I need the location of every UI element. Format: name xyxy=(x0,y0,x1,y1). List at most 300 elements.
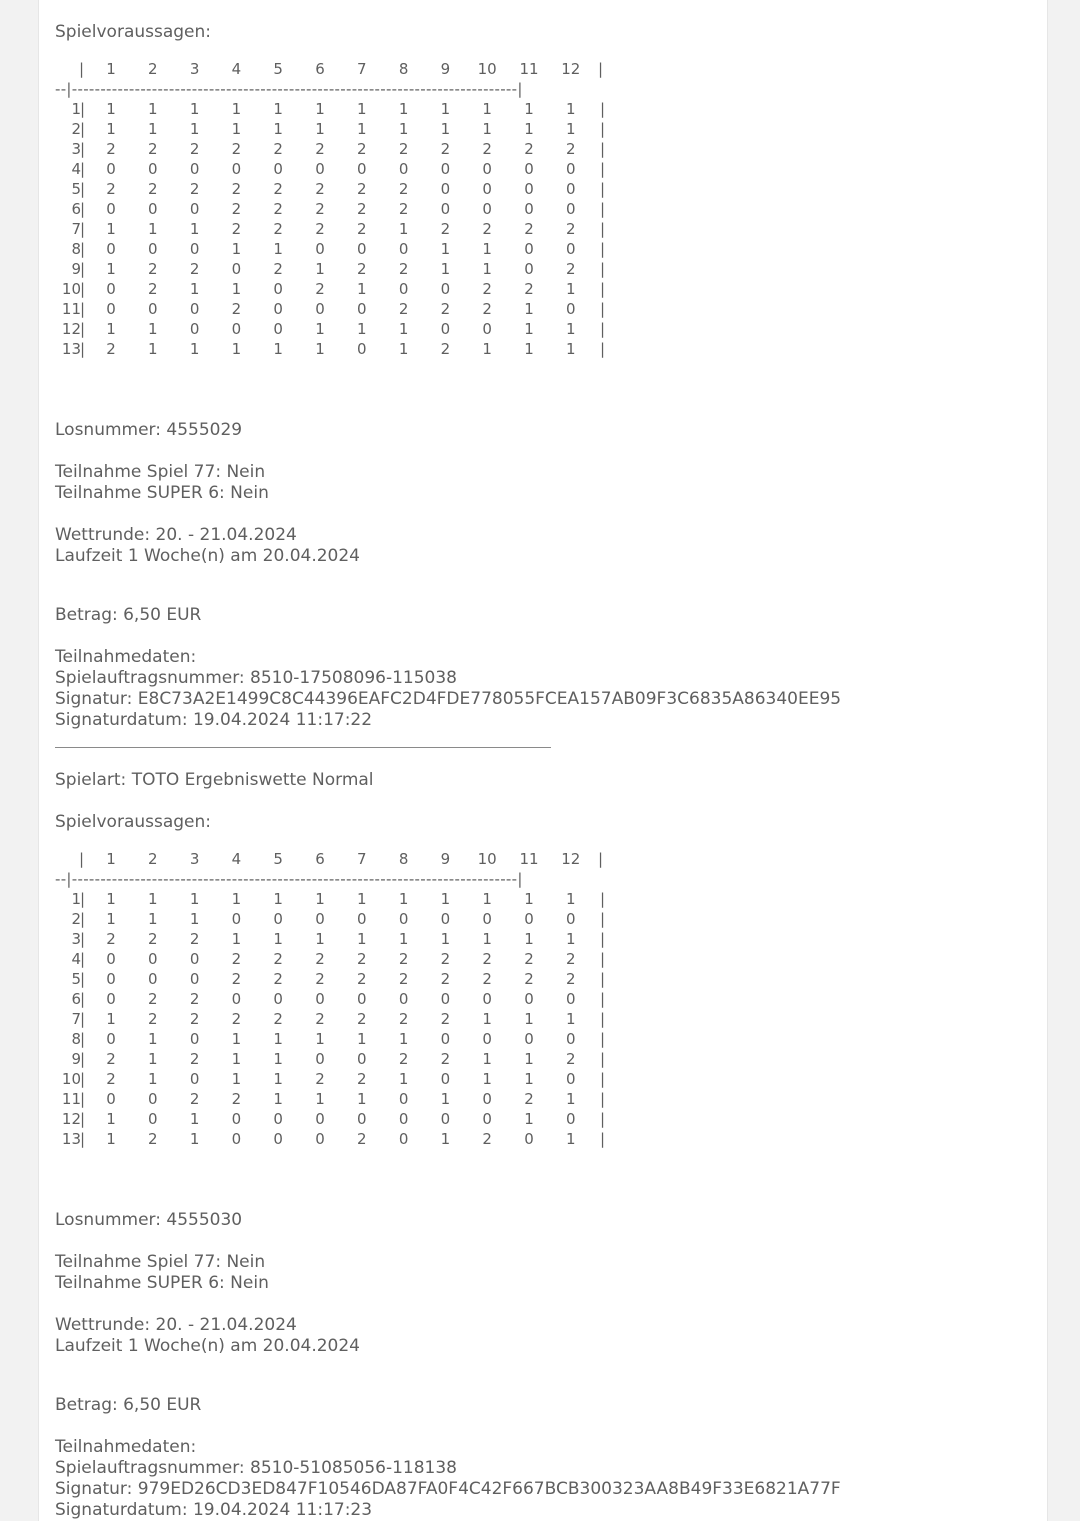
prediction-cell: 1 xyxy=(189,890,200,908)
prediction-cell: 1 xyxy=(482,1010,492,1028)
prediction-cell: 1 xyxy=(315,930,325,948)
prediction-cell: 0 xyxy=(231,910,242,928)
column-header: 10 xyxy=(477,850,497,868)
laufzeit: Laufzeit 1 Woche(n) am 20.04.2024 xyxy=(55,546,360,566)
prediction-cell: 2 xyxy=(106,930,116,948)
prediction-cell: 1 xyxy=(148,340,158,358)
prediction-cell: 1 xyxy=(231,930,242,948)
super6-participation: Teilnahme SUPER 6: Nein xyxy=(55,483,269,503)
prediction-cell: 2 xyxy=(148,180,158,198)
prediction-cell: 0 xyxy=(273,910,283,928)
prediction-cell: 0 xyxy=(106,990,116,1008)
predictions-label: Spielvoraussagen: xyxy=(55,812,212,832)
prediction-cell: 2 xyxy=(189,1010,200,1028)
prediction-cell: 0 xyxy=(231,320,242,338)
prediction-cell: 2 xyxy=(482,140,492,158)
prediction-cell: 1 xyxy=(482,930,492,948)
grid-separator: | xyxy=(600,990,606,1008)
prediction-cell: 1 xyxy=(524,1050,534,1068)
prediction-cell: 2 xyxy=(357,260,367,278)
prediction-cell: 2 xyxy=(148,990,158,1008)
prediction-cell: 0 xyxy=(440,1030,451,1048)
prediction-cell: 0 xyxy=(482,1030,492,1048)
grid-separator: | xyxy=(600,120,606,138)
prediction-cell: 1 xyxy=(482,890,492,908)
prediction-cell: 0 xyxy=(440,280,451,298)
prediction-cell: 2 xyxy=(398,1010,409,1028)
prediction-cell: 2 xyxy=(357,200,367,218)
column-header: 12 xyxy=(561,850,581,868)
prediction-cell: 0 xyxy=(524,200,534,218)
prediction-cell: 0 xyxy=(357,1050,367,1068)
prediction-cell: 1 xyxy=(566,930,576,948)
prediction-cell: 1 xyxy=(231,890,242,908)
prediction-cell: 0 xyxy=(482,200,492,218)
prediction-cell: 1 xyxy=(231,280,242,298)
prediction-cell: 1 xyxy=(148,220,158,238)
prediction-cell: 0 xyxy=(566,200,576,218)
prediction-cell: 1 xyxy=(482,260,492,278)
prediction-cell: 1 xyxy=(231,1050,242,1068)
grid-separator: | xyxy=(600,950,606,968)
prediction-cell: 2 xyxy=(440,1050,451,1068)
prediction-cell: 0 xyxy=(482,180,492,198)
column-header: 3 xyxy=(189,850,200,868)
prediction-cell: 2 xyxy=(482,950,492,968)
prediction-cell: 2 xyxy=(106,140,116,158)
row-label: 5 xyxy=(71,970,81,988)
prediction-cell: 0 xyxy=(231,160,242,178)
prediction-cell: 0 xyxy=(315,160,325,178)
prediction-cell: 1 xyxy=(440,100,451,118)
grid-separator: | xyxy=(80,320,86,338)
prediction-cell: 1 xyxy=(482,120,492,138)
prediction-cell: 1 xyxy=(273,890,283,908)
prediction-cell: 1 xyxy=(524,340,534,358)
grid-separator: | xyxy=(80,280,86,298)
prediction-cell: 2 xyxy=(566,260,576,278)
prediction-cell: 2 xyxy=(398,300,409,318)
grid-separator: | xyxy=(80,990,86,1008)
prediction-cell: 2 xyxy=(189,1050,200,1068)
grid-separator: | xyxy=(600,340,606,358)
prediction-cell: 1 xyxy=(106,1010,116,1028)
prediction-cell: 0 xyxy=(189,1070,200,1088)
prediction-cell: 2 xyxy=(189,1090,200,1108)
prediction-cell: 2 xyxy=(189,990,200,1008)
prediction-cell: 1 xyxy=(315,100,325,118)
signaturdatum: Signaturdatum: 19.04.2024 11:17:22 xyxy=(55,710,373,730)
prediction-cell: 1 xyxy=(357,1090,367,1108)
row-label: 11 xyxy=(61,1090,81,1108)
prediction-cell: 0 xyxy=(189,320,200,338)
prediction-cell: 0 xyxy=(148,1090,158,1108)
prediction-cell: 1 xyxy=(566,890,576,908)
prediction-cell: 2 xyxy=(106,1070,116,1088)
prediction-cell: 1 xyxy=(398,220,409,238)
prediction-cell: 2 xyxy=(357,950,367,968)
column-header: 8 xyxy=(398,850,409,868)
grid-separator: | xyxy=(600,180,606,198)
prediction-cell: 2 xyxy=(231,1090,242,1108)
prediction-cell: 0 xyxy=(357,910,367,928)
prediction-cell: 0 xyxy=(566,1030,576,1048)
prediction-cell: 1 xyxy=(148,910,158,928)
prediction-cell: 0 xyxy=(231,990,242,1008)
prediction-cell: 1 xyxy=(357,320,367,338)
grid-separator: | xyxy=(80,1050,86,1068)
prediction-cell: 2 xyxy=(440,220,451,238)
prediction-cell: 2 xyxy=(189,930,200,948)
prediction-cell: 0 xyxy=(440,320,451,338)
prediction-cell: 0 xyxy=(566,910,576,928)
prediction-cell: 0 xyxy=(566,180,576,198)
prediction-cell: 2 xyxy=(398,950,409,968)
column-header: 11 xyxy=(519,850,539,868)
column-header: 8 xyxy=(398,60,409,78)
grid-separator: | xyxy=(79,60,85,78)
losnummer: Losnummer: 4555029 xyxy=(55,420,243,440)
prediction-cell: 1 xyxy=(524,320,534,338)
row-label: 12 xyxy=(61,1110,81,1128)
prediction-cell: 0 xyxy=(482,1110,492,1128)
grid-separator: | xyxy=(80,220,86,238)
prediction-cell: 1 xyxy=(524,1070,534,1088)
prediction-cell: 0 xyxy=(566,300,576,318)
prediction-cell: 1 xyxy=(315,1090,325,1108)
prediction-cell: 2 xyxy=(231,950,242,968)
prediction-cell: 0 xyxy=(357,240,367,258)
prediction-cell: 0 xyxy=(315,1110,325,1128)
prediction-cell: 2 xyxy=(315,1070,325,1088)
prediction-cell: 0 xyxy=(273,1130,283,1148)
prediction-cell: 1 xyxy=(231,340,242,358)
prediction-cell: 1 xyxy=(148,890,158,908)
prediction-cell: 1 xyxy=(148,1050,158,1068)
prediction-cell: 2 xyxy=(482,300,492,318)
prediction-cell: 1 xyxy=(189,1110,200,1128)
prediction-cell: 1 xyxy=(398,1030,409,1048)
prediction-cell: 0 xyxy=(566,1110,576,1128)
signatur: Signatur: 979ED26CD3ED847F10546DA87FA0F4C42F667BCB300323AA8B49F33E6821A77F xyxy=(55,1479,841,1499)
prediction-cell: 0 xyxy=(106,950,116,968)
prediction-cell: 1 xyxy=(357,930,367,948)
row-label: 12 xyxy=(61,320,81,338)
row-label: 2 xyxy=(71,120,81,138)
prediction-cell: 0 xyxy=(357,160,367,178)
prediction-cell: 0 xyxy=(524,180,534,198)
prediction-cell: 2 xyxy=(273,140,283,158)
spielauftragsnummer: Spielauftragsnummer: 8510-51085056-118138 xyxy=(55,1458,457,1478)
prediction-cell: 0 xyxy=(189,300,200,318)
prediction-cell: 2 xyxy=(148,140,158,158)
betrag: Betrag: 6,50 EUR xyxy=(55,1395,202,1415)
super6-participation: Teilnahme SUPER 6: Nein xyxy=(55,1273,269,1293)
prediction-cell: 2 xyxy=(315,200,325,218)
prediction-cell: 0 xyxy=(106,200,116,218)
prediction-cell: 2 xyxy=(482,280,492,298)
grid-separator: | xyxy=(600,240,606,258)
prediction-cell: 0 xyxy=(189,160,200,178)
prediction-cell: 1 xyxy=(273,120,283,138)
prediction-cell: 1 xyxy=(106,890,116,908)
prediction-cell: 0 xyxy=(440,1110,451,1128)
prediction-cell: 0 xyxy=(398,1110,409,1128)
prediction-cell: 0 xyxy=(524,240,534,258)
prediction-cell: 2 xyxy=(231,970,242,988)
prediction-cell: 0 xyxy=(357,340,367,358)
row-label: 1 xyxy=(71,890,81,908)
prediction-cell: 2 xyxy=(148,1130,158,1148)
prediction-cell: 0 xyxy=(357,990,367,1008)
prediction-cell: 0 xyxy=(398,1090,409,1108)
prediction-cell: 0 xyxy=(106,970,116,988)
prediction-cell: 2 xyxy=(231,1010,242,1028)
grid-separator: | xyxy=(80,120,86,138)
prediction-cell: 2 xyxy=(106,1050,116,1068)
prediction-cell: 0 xyxy=(148,160,158,178)
prediction-cell: 2 xyxy=(482,970,492,988)
wettrunde: Wettrunde: 20. - 21.04.2024 xyxy=(55,525,297,545)
prediction-cell: 0 xyxy=(566,160,576,178)
prediction-cell: 0 xyxy=(357,1110,367,1128)
prediction-cell: 1 xyxy=(189,280,200,298)
prediction-cell: 1 xyxy=(106,1130,116,1148)
prediction-cell: 2 xyxy=(398,970,409,988)
prediction-cell: 1 xyxy=(315,120,325,138)
row-label: 7 xyxy=(71,1010,81,1028)
prediction-cell: 0 xyxy=(440,1070,451,1088)
prediction-cell: 2 xyxy=(148,1010,158,1028)
prediction-cell: 0 xyxy=(106,300,116,318)
grid-separator: | xyxy=(80,140,86,158)
prediction-cell: 1 xyxy=(566,320,576,338)
prediction-cell: 2 xyxy=(106,340,116,358)
prediction-cell: 0 xyxy=(106,240,116,258)
prediction-cell: 2 xyxy=(315,280,325,298)
prediction-cell: 0 xyxy=(482,160,492,178)
prediction-cell: 0 xyxy=(148,300,158,318)
prediction-cell: 1 xyxy=(482,240,492,258)
prediction-cell: 2 xyxy=(357,140,367,158)
prediction-cell: 1 xyxy=(398,340,409,358)
grid-separator: | xyxy=(600,280,606,298)
column-header: 3 xyxy=(189,60,200,78)
prediction-cell: 2 xyxy=(315,1010,325,1028)
prediction-cell: 2 xyxy=(315,970,325,988)
grid-separator: | xyxy=(80,910,86,928)
row-label: 6 xyxy=(71,990,81,1008)
prediction-cell: 0 xyxy=(524,990,534,1008)
row-label: 7 xyxy=(71,220,81,238)
grid-separator: | xyxy=(600,200,606,218)
prediction-cell: 0 xyxy=(482,1090,492,1108)
prediction-cell: 1 xyxy=(189,910,200,928)
prediction-cell: 1 xyxy=(189,340,200,358)
column-header: 11 xyxy=(519,60,539,78)
grid-separator: | xyxy=(80,930,86,948)
prediction-cell: 1 xyxy=(231,240,242,258)
grid-separator: | xyxy=(600,930,606,948)
prediction-cell: 1 xyxy=(231,120,242,138)
prediction-cell: 1 xyxy=(315,260,325,278)
predictions-label: Spielvoraussagen: xyxy=(55,22,212,42)
prediction-cell: 1 xyxy=(231,100,242,118)
column-header: 6 xyxy=(315,850,325,868)
prediction-cell: 2 xyxy=(357,970,367,988)
prediction-cell: 1 xyxy=(148,120,158,138)
prediction-cell: 1 xyxy=(440,1090,451,1108)
prediction-cell: 2 xyxy=(231,180,242,198)
prediction-cell: 2 xyxy=(566,970,576,988)
prediction-cell: 1 xyxy=(566,1090,576,1108)
prediction-cell: 2 xyxy=(357,220,367,238)
prediction-cell: 1 xyxy=(524,120,534,138)
prediction-cell: 0 xyxy=(440,180,451,198)
prediction-cell: 1 xyxy=(398,930,409,948)
prediction-cell: 0 xyxy=(231,1130,242,1148)
prediction-cell: 0 xyxy=(148,240,158,258)
grid-separator: | xyxy=(600,300,606,318)
prediction-cell: 0 xyxy=(315,1050,325,1068)
grid-separator: | xyxy=(79,850,85,868)
prediction-cell: 1 xyxy=(398,100,409,118)
prediction-cell: 1 xyxy=(566,120,576,138)
prediction-cell: 2 xyxy=(398,260,409,278)
prediction-cell: 2 xyxy=(273,970,283,988)
prediction-cell: 2 xyxy=(148,280,158,298)
grid-separator: | xyxy=(80,100,86,118)
prediction-cell: 2 xyxy=(524,950,534,968)
prediction-cell: 2 xyxy=(482,1130,492,1148)
prediction-cell: 0 xyxy=(231,260,242,278)
prediction-cell: 0 xyxy=(315,1130,325,1148)
row-label: 8 xyxy=(71,240,81,258)
prediction-cell: 0 xyxy=(273,280,283,298)
prediction-cell: 1 xyxy=(566,100,576,118)
row-label: 9 xyxy=(71,260,81,278)
wettrunde: Wettrunde: 20. - 21.04.2024 xyxy=(55,1315,297,1335)
prediction-cell: 1 xyxy=(440,890,451,908)
grid-separator: | xyxy=(600,1030,606,1048)
prediction-cell: 1 xyxy=(398,890,409,908)
prediction-cell: 0 xyxy=(440,160,451,178)
prediction-cell: 1 xyxy=(398,120,409,138)
grid-separator: | xyxy=(80,260,86,278)
column-header: 4 xyxy=(231,850,242,868)
prediction-cell: 0 xyxy=(273,300,283,318)
prediction-cell: 2 xyxy=(189,180,200,198)
prediction-cell: 2 xyxy=(273,1010,283,1028)
column-header: 7 xyxy=(357,850,367,868)
prediction-cell: 1 xyxy=(315,1030,325,1048)
prediction-cell: 2 xyxy=(566,220,576,238)
prediction-cell: 1 xyxy=(273,340,283,358)
prediction-cell: 1 xyxy=(357,890,367,908)
prediction-cell: 0 xyxy=(566,240,576,258)
prediction-cell: 2 xyxy=(440,1010,451,1028)
prediction-cell: 1 xyxy=(106,320,116,338)
prediction-cell: 0 xyxy=(189,970,200,988)
prediction-cell: 1 xyxy=(566,1010,576,1028)
prediction-cell: 1 xyxy=(440,240,451,258)
prediction-cell: 2 xyxy=(231,200,242,218)
prediction-cell: 1 xyxy=(106,220,116,238)
prediction-cell: 0 xyxy=(524,1130,534,1148)
row-label: 4 xyxy=(71,950,81,968)
column-header: 12 xyxy=(561,60,581,78)
prediction-cell: 1 xyxy=(189,220,200,238)
prediction-cell: 0 xyxy=(440,200,451,218)
prediction-cell: 1 xyxy=(273,930,283,948)
column-header: 5 xyxy=(273,850,283,868)
prediction-cell: 0 xyxy=(357,300,367,318)
row-label: 13 xyxy=(61,1130,81,1148)
grid-separator: | xyxy=(80,160,86,178)
grid-separator: | xyxy=(80,970,86,988)
prediction-cell: 0 xyxy=(106,280,116,298)
prediction-cell: 1 xyxy=(273,240,283,258)
prediction-cell: 1 xyxy=(231,1030,242,1048)
row-label: 3 xyxy=(71,140,81,158)
prediction-cell: 1 xyxy=(273,1070,283,1088)
prediction-cell: 0 xyxy=(231,1110,242,1128)
grid-separator: | xyxy=(80,180,86,198)
row-label: 10 xyxy=(61,1070,81,1088)
prediction-cell: 2 xyxy=(273,200,283,218)
prediction-cell: 0 xyxy=(524,160,534,178)
prediction-cell: 1 xyxy=(524,1110,534,1128)
spiel77-participation: Teilnahme Spiel 77: Nein xyxy=(55,1252,266,1272)
prediction-cell: 2 xyxy=(524,140,534,158)
prediction-cell: 1 xyxy=(189,100,200,118)
prediction-cell: 1 xyxy=(398,320,409,338)
grid-separator: | xyxy=(598,60,604,78)
prediction-cell: 2 xyxy=(524,220,534,238)
spiel77-participation: Teilnahme Spiel 77: Nein xyxy=(55,462,266,482)
prediction-cell: 0 xyxy=(482,910,492,928)
prediction-cell: 1 xyxy=(482,100,492,118)
row-label: 9 xyxy=(71,1050,81,1068)
prediction-cell: 2 xyxy=(189,260,200,278)
prediction-cell: 2 xyxy=(482,220,492,238)
prediction-cell: 0 xyxy=(524,260,534,278)
column-header: 7 xyxy=(357,60,367,78)
prediction-cell: 0 xyxy=(398,240,409,258)
row-label: 2 xyxy=(71,910,81,928)
prediction-cell: 2 xyxy=(315,950,325,968)
prediction-cell: 2 xyxy=(148,260,158,278)
grid-dash-line: --|------------------------------------------------------------------------------| xyxy=(55,870,523,888)
row-label: 5 xyxy=(71,180,81,198)
grid-separator: | xyxy=(600,140,606,158)
prediction-cell: 0 xyxy=(482,320,492,338)
column-header: 2 xyxy=(148,60,158,78)
grid-separator: | xyxy=(80,1070,86,1088)
prediction-cell: 1 xyxy=(566,340,576,358)
prediction-cell: 1 xyxy=(524,930,534,948)
grid-separator: | xyxy=(600,910,606,928)
grid-separator: | xyxy=(80,340,86,358)
prediction-cell: 2 xyxy=(440,970,451,988)
prediction-cell: 0 xyxy=(189,240,200,258)
column-header: 5 xyxy=(273,60,283,78)
grid-separator: | xyxy=(600,100,606,118)
prediction-cell: 0 xyxy=(315,990,325,1008)
prediction-cell: 1 xyxy=(566,280,576,298)
prediction-cell: 0 xyxy=(106,1030,116,1048)
prediction-cell: 2 xyxy=(566,140,576,158)
